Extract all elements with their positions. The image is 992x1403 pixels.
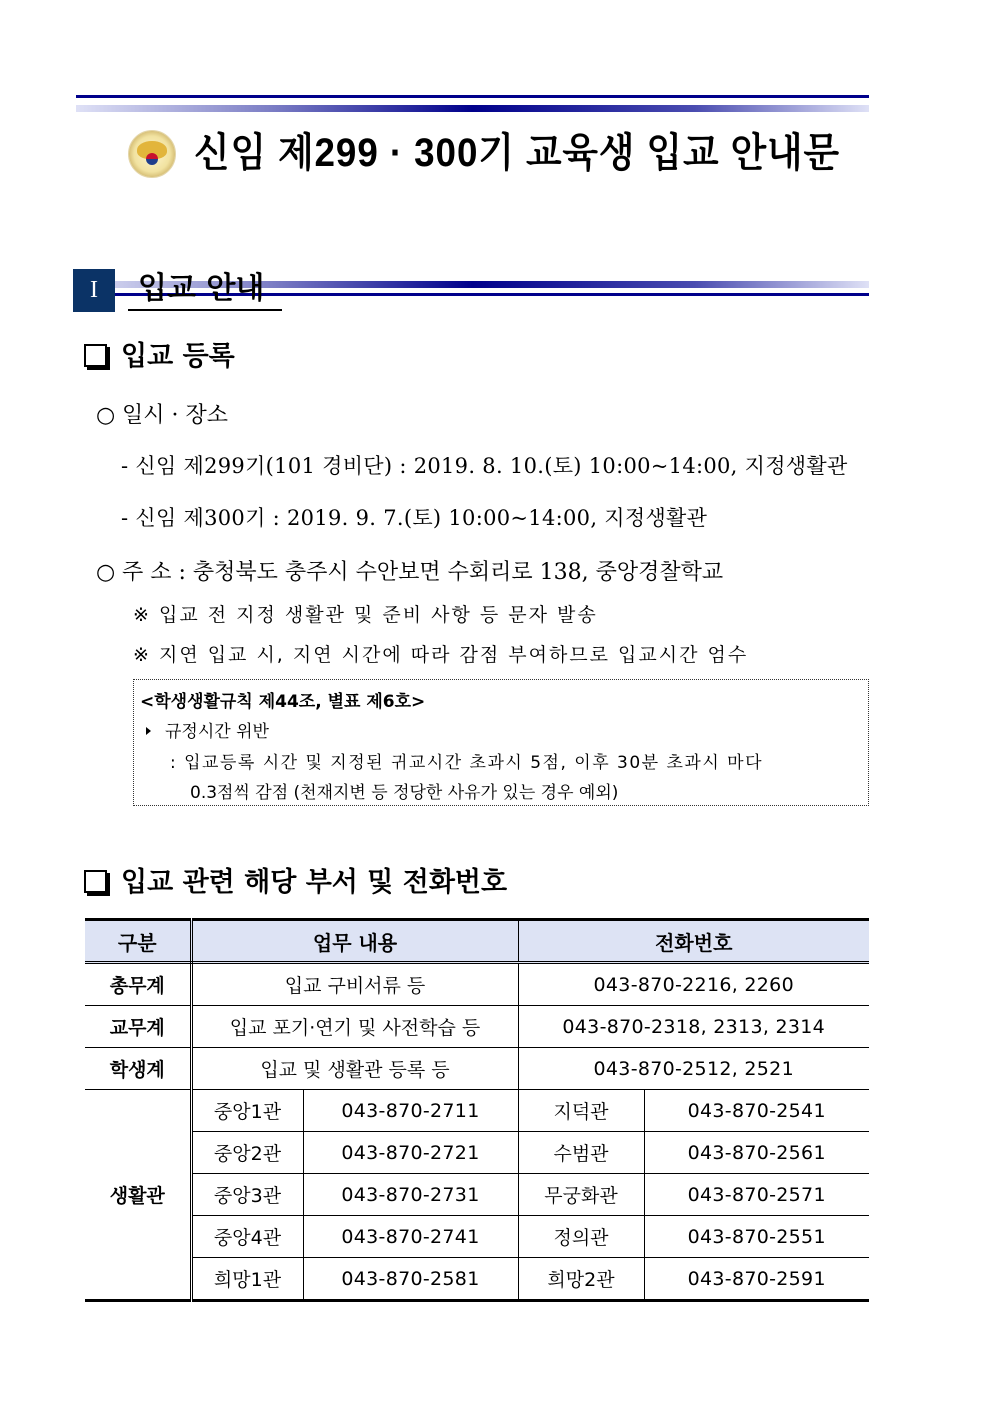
student-rule-box — [133, 679, 869, 806]
dorm-phone: 043-870-2571 — [644, 1174, 869, 1216]
dorm-phone: 043-870-2731 — [303, 1174, 518, 1216]
department-task: 입교 구비서류 등 — [191, 963, 518, 1006]
dorm-name: 희망1관 — [191, 1258, 303, 1301]
banner-top-gradient-band — [76, 105, 869, 112]
contacts-table — [85, 918, 869, 1302]
dorm-phone: 043-870-2561 — [644, 1132, 869, 1174]
section-title: 입교 안내 — [128, 265, 282, 311]
triangle-bullet-icon — [146, 727, 151, 735]
dorm-name: 중앙3관 — [191, 1174, 303, 1216]
column-header-task: 업무 내용 — [191, 920, 518, 963]
schedule-label-line — [96, 398, 228, 429]
checkbox-square-icon — [84, 870, 107, 893]
schedule-label: 일시 · 장소 — [122, 403, 228, 428]
document-title: 신임 제299 · 300기 교육생 입교 안내문 — [194, 131, 840, 175]
rule-box-title: <학생생활규칙 제44조, 별표 제6호> — [140, 692, 426, 712]
dorm-name: 수범관 — [518, 1132, 644, 1174]
circle-bullet-icon: ○ — [96, 560, 116, 585]
department-name: 학생계 — [85, 1048, 191, 1090]
note-late-penalty: ※ 지연 입교 시, 지연 시간에 따라 감점 부여하므로 입교시간 엄수 — [133, 644, 749, 666]
dorm-name: 중앙1관 — [191, 1090, 303, 1132]
table-row — [85, 1006, 869, 1048]
section-number-box: I — [73, 269, 115, 312]
dorm-phone: 043-870-2551 — [644, 1216, 869, 1258]
department-phone: 043-870-2216, 2260 — [518, 963, 869, 1006]
column-header-phone: 전화번호 — [518, 920, 869, 963]
department-name: 교무계 — [85, 1006, 191, 1048]
banner-top-rule — [76, 95, 869, 98]
dorm-name: 희망2관 — [518, 1258, 644, 1301]
dorm-category: 생활관 — [85, 1090, 191, 1301]
rule-box-item-text: 규정시간 위반 — [165, 722, 269, 742]
rule-box-item — [146, 717, 269, 742]
address-text: 주 소 : 충청북도 충주시 수안보면 수회리로 138, 중앙경찰학교 — [122, 560, 724, 585]
department-phone: 043-870-2318, 2313, 2314 — [518, 1006, 869, 1048]
dorm-phone: 043-870-2711 — [303, 1090, 518, 1132]
schedule-item-299: - 신임 제299기(101 경비단) : 2019. 8. 10.(토) 10:00~14:00, 지정생활관 — [121, 454, 848, 478]
address-line — [96, 555, 723, 586]
registration-heading-text: 입교 등록 — [121, 341, 235, 372]
column-header-category: 구분 — [85, 920, 191, 963]
table-header-row — [85, 920, 869, 963]
dorm-phone: 043-870-2721 — [303, 1132, 518, 1174]
dorm-name: 정의관 — [518, 1216, 644, 1258]
registration-heading — [84, 340, 235, 374]
contacts-heading-text: 입교 관련 해당 부서 및 전화번호 — [121, 867, 508, 898]
dorm-phone: 043-870-2741 — [303, 1216, 518, 1258]
dorm-name: 중앙4관 — [191, 1216, 303, 1258]
dorm-name: 무궁화관 — [518, 1174, 644, 1216]
dorm-phone: 043-870-2541 — [644, 1090, 869, 1132]
table-row — [85, 1174, 869, 1216]
schedule-item-300: - 신임 제300기 : 2019. 9. 7.(토) 10:00~14:00, 지정생활관 — [121, 506, 708, 530]
rule-box-desc-line2: 0.3점씩 감점 (천재지변 등 정당한 사유가 있는 경우 예외) — [190, 783, 619, 803]
circle-bullet-icon: ○ — [96, 403, 116, 428]
banner-content — [76, 123, 869, 273]
contacts-heading — [84, 866, 507, 900]
table-row — [85, 1048, 869, 1090]
title-banner — [76, 95, 869, 202]
note-sms: ※ 입교 전 지정 생활관 및 준비 사항 등 문자 발송 — [133, 604, 598, 626]
department-name: 총무계 — [85, 963, 191, 1006]
dorm-phone: 043-870-2591 — [644, 1258, 869, 1301]
checkbox-square-icon — [84, 344, 107, 367]
emblem-taeguk-shape — [146, 153, 158, 165]
dorm-name: 지덕관 — [518, 1090, 644, 1132]
department-phone: 043-870-2512, 2521 — [518, 1048, 869, 1090]
dorm-name: 중앙2관 — [191, 1132, 303, 1174]
dorm-phone: 043-870-2581 — [303, 1258, 518, 1301]
table-row — [85, 1258, 869, 1301]
department-task: 입교 포기·연기 및 사전학습 등 — [191, 1006, 518, 1048]
table-row — [85, 963, 869, 1006]
table-row — [85, 1132, 869, 1174]
table-row — [85, 1216, 869, 1258]
police-academy-emblem-icon — [128, 130, 176, 178]
rule-box-desc-line1: : 입교등록 시간 및 지정된 귀교시간 초과시 5점, 이후 30분 초과시 마다 — [170, 753, 763, 773]
department-task: 입교 및 생활관 등록 등 — [191, 1048, 518, 1090]
table-row — [85, 1090, 869, 1132]
